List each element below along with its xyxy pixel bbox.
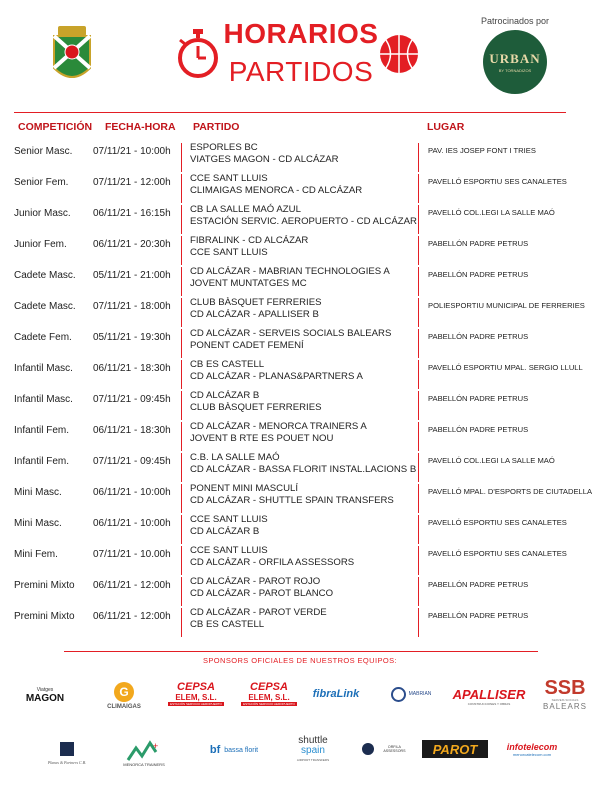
table-row — [0, 607, 600, 638]
partido-cell — [190, 142, 418, 165]
menorca-trainers-text: MENORCA TRAINERS — [123, 761, 165, 767]
table-row — [0, 421, 600, 452]
sponsor-label: Patrocinados por — [480, 16, 550, 26]
partido-line-1: PONENT MINI MASCULÍ — [190, 483, 299, 494]
partido-cell — [190, 173, 418, 196]
lugar-cell: PAV. IES JOSEP FONT I TRIES — [428, 146, 536, 155]
column-divider — [181, 422, 182, 451]
partido-cell — [190, 297, 418, 320]
table-row — [0, 266, 600, 297]
lugar-cell: PABELLÓN PADRE PETRUS — [428, 394, 529, 403]
lugar-cell: PAVELLÓ ESPORTIU SES CANALETES — [428, 177, 567, 186]
lugar-cell: POLIESPORTIU MUNICIPAL DE FERRERIES — [428, 301, 585, 310]
partido-line-2: ESTACIÓN SERVIC. AEROPUERTO - CD ALCÁZAR — [190, 215, 417, 227]
airport-transfers-text: AIRPORT TRANSFERS — [296, 758, 330, 762]
partido-line-1: CLUB BÀSQUET FERRERIES — [190, 297, 322, 308]
column-divider — [418, 484, 419, 513]
climaigas-mark-icon: G — [114, 682, 134, 702]
lugar-cell: PABELLÓN PADRE PETRUS — [428, 332, 529, 341]
infotelecom-logo — [497, 736, 567, 762]
fecha-hora-cell: 07/11/21 - 18:00h — [93, 301, 171, 312]
column-divider — [418, 391, 419, 420]
ssb-sub-text: SERVEIS SOCIALS — [551, 697, 579, 702]
bassa-florit-text: bassa florit — [224, 746, 259, 754]
urban-logo-sub: BY TORNADIZOS — [498, 68, 532, 73]
partido-cell — [190, 514, 418, 537]
fecha-hora-cell: 06/11/21 - 18:30h — [93, 363, 171, 374]
competicion-cell: Cadete Fem. — [14, 332, 72, 343]
table-row — [0, 235, 600, 266]
infotelecom-url-text: menorcatelecom.com — [512, 751, 552, 757]
cepsa-logo-2 — [240, 678, 298, 708]
shuttle-spain-logo — [288, 730, 338, 768]
column-divider — [418, 236, 419, 265]
partido-line-2: CB ES CASTELL — [190, 618, 265, 630]
magon-small-text: Viatges — [36, 686, 54, 693]
column-divider — [181, 391, 182, 420]
partido-line-2: CD ALCÁZAR - SHUTTLE SPAIN TRANSFERS — [190, 494, 394, 506]
column-divider — [181, 608, 182, 637]
menorca-trainers-mark-icon — [126, 740, 162, 762]
menorca-trainers-logo — [120, 735, 168, 771]
competicion-cell: Cadete Masc. — [14, 270, 76, 281]
competicion-cell: Infantil Masc. — [14, 394, 73, 405]
partido-line-2: CD ALCÁZAR - ORFILA ASSESSORS — [190, 556, 355, 568]
column-divider — [418, 298, 419, 327]
partido-cell — [190, 452, 418, 475]
mabrian-text: MABRIAN — [408, 691, 432, 697]
competicion-cell: Infantil Fem. — [14, 425, 70, 436]
header-divider — [14, 112, 566, 113]
ssb-text: SSB — [544, 676, 586, 699]
mabrian-logo — [383, 684, 439, 704]
lugar-cell: PAVELLÓ COL.LEGI LA SALLE MAÓ — [428, 456, 555, 465]
column-divider — [418, 329, 419, 358]
fecha-hora-cell: 07/11/21 - 09:45h — [93, 394, 171, 405]
partido-line-1: CD ALCÁZAR - PAROT VERDE — [190, 607, 327, 618]
partido-line-2: CCE SANT LLUIS — [190, 246, 268, 258]
lugar-cell: PAVELLÓ COL.LEGI LA SALLE MAÓ — [428, 208, 555, 217]
fecha-hora-cell: 07/11/21 - 12:00h — [93, 177, 171, 188]
column-divider — [418, 143, 419, 172]
fecha-hora-cell: 07/11/21 - 10:00h — [93, 146, 171, 157]
column-divider — [418, 546, 419, 575]
urban-sponsor-logo — [483, 30, 547, 94]
table-row — [0, 359, 600, 390]
partido-cell — [190, 607, 418, 630]
fecha-hora-cell: 05/11/21 - 19:30h — [93, 332, 171, 343]
mabrian-ring-icon — [391, 687, 406, 702]
ssb-logo — [540, 674, 590, 714]
partido-line-2: CD ALCÁZAR B — [190, 525, 260, 537]
apalliser-text: APALLISER — [452, 686, 526, 702]
lugar-cell: PAVELLÓ ESPORTIU SES CANALETES — [428, 518, 567, 527]
table-row — [0, 514, 600, 545]
header-competicion: COMPETICIÓN — [18, 121, 93, 133]
partido-line-1: CD ALCÁZAR - MENORCA TRAINERS A — [190, 421, 367, 432]
column-divider — [418, 267, 419, 296]
partido-line-1: CD ALCÁZAR - SERVEIS SOCIALS BALEARS — [190, 328, 392, 339]
partido-line-1: C.B. LA SALLE MAÓ — [190, 452, 280, 463]
title-partidos: PARTIDOS — [228, 56, 374, 87]
header — [0, 0, 600, 110]
competicion-cell: Senior Fem. — [14, 177, 69, 188]
column-divider — [418, 174, 419, 203]
fibralink-logo: fibraLink — [312, 688, 360, 700]
partido-cell — [190, 576, 418, 599]
column-divider — [181, 546, 182, 575]
fecha-hora-cell: 06/11/21 - 12:00h — [93, 580, 171, 591]
bassa-florit-logo — [200, 740, 268, 760]
column-divider — [418, 577, 419, 606]
basketball-icon — [379, 34, 419, 74]
spain-text: spain — [301, 745, 325, 756]
column-divider — [181, 236, 182, 265]
sponsors-title: SPONSORS OFICIALES DE NUESTROS EQUIPOS: — [203, 656, 397, 665]
table-row — [0, 483, 600, 514]
table-row — [0, 545, 600, 576]
partido-line-2: JOVENT MUNTATGES MC — [190, 277, 307, 289]
sponsors-divider — [64, 651, 538, 652]
schedule-table — [0, 142, 600, 638]
magon-text: MAGON — [25, 692, 65, 704]
cepsa-text: CEPSA — [177, 680, 215, 693]
partido-line-2: CLUB BÀSQUET FERRERIES — [190, 401, 322, 413]
column-divider — [181, 143, 182, 172]
column-divider — [181, 267, 182, 296]
column-divider — [181, 174, 182, 203]
competicion-cell: Premini Mixto — [14, 580, 75, 591]
competicion-cell: Infantil Fem. — [14, 456, 70, 467]
column-divider — [418, 360, 419, 389]
planas-text: Planas & Partners C.B. — [47, 759, 87, 765]
partido-line-2: CD ALCÁZAR - PAROT BLANCO — [190, 587, 334, 599]
partido-line-1: CD ALCÁZAR - PAROT ROJO — [190, 576, 321, 587]
partido-line-2: CD ALCÁZAR - APALLISER B — [190, 308, 319, 320]
header-lugar: LUGAR — [427, 121, 465, 133]
table-header — [0, 121, 600, 135]
competicion-cell: Premini Mixto — [14, 611, 75, 622]
column-divider — [418, 453, 419, 482]
lugar-cell: PABELLÓN PADRE PETRUS — [428, 425, 529, 434]
apalliser-logo — [452, 683, 526, 709]
lugar-cell: PABELLÓN PADRE PETRUS — [428, 580, 529, 589]
orfila-text: ORFILA ASSESSORS — [383, 745, 406, 753]
column-divider — [181, 329, 182, 358]
table-row — [0, 142, 600, 173]
partido-cell — [190, 545, 418, 568]
column-divider — [418, 515, 419, 544]
urban-logo-text: URBAN — [489, 51, 541, 66]
competicion-cell: Mini Masc. — [14, 487, 62, 498]
table-row — [0, 576, 600, 607]
partido-line-2: VIATGES MAGON - CD ALCÁZAR — [190, 153, 339, 165]
partido-line-1: CD ALCÁZAR B — [190, 390, 260, 401]
column-divider — [181, 515, 182, 544]
table-row — [0, 173, 600, 204]
fecha-hora-cell: 06/11/21 - 20:30h — [93, 239, 171, 250]
climaigas-logo — [93, 676, 155, 716]
partido-cell — [190, 235, 418, 258]
column-divider — [181, 360, 182, 389]
header-fecha-hora: FECHA-HORA — [105, 121, 176, 133]
partido-cell — [190, 421, 418, 444]
column-divider — [181, 205, 182, 234]
cepsa-logo-1 — [167, 678, 225, 708]
competicion-cell: Junior Fem. — [14, 239, 67, 250]
partido-line-1: ESPORLES BC — [190, 142, 258, 153]
orfila-logo — [362, 738, 412, 760]
table-row — [0, 297, 600, 328]
competicion-cell: Mini Fem. — [14, 549, 58, 560]
partido-line-2: CLIMAIGAS MENORCA - CD ALCÁZAR — [190, 184, 363, 196]
column-divider — [181, 484, 182, 513]
partido-line-2: CD ALCÁZAR - PLANAS&PARTNERS A — [190, 370, 363, 382]
title-horarios: HORARIOS — [223, 18, 379, 49]
fecha-hora-cell: 07/11/21 - 10.00h — [93, 549, 171, 560]
partido-cell — [190, 328, 418, 351]
lugar-cell: PAVELLÓ ESPORTIU MPAL. SERGIO LLULL — [428, 363, 583, 372]
lugar-cell: PABELLÓN PADRE PETRUS — [428, 611, 529, 620]
partido-cell — [190, 266, 418, 289]
competicion-cell: Cadete Masc. — [14, 301, 76, 312]
viatges-magon-logo — [12, 682, 78, 708]
competicion-cell: Junior Masc. — [14, 208, 71, 219]
column-divider — [181, 298, 182, 327]
table-row — [0, 204, 600, 235]
partido-cell — [190, 390, 418, 413]
partido-line-1: CCE SANT LLUIS — [190, 173, 268, 184]
column-divider — [418, 422, 419, 451]
cepsa-text: CEPSA — [250, 680, 288, 693]
partido-line-1: CD ALCÁZAR - MABRIAN TECHNOLOGIES A — [190, 266, 390, 277]
column-divider — [181, 453, 182, 482]
partido-line-1: FIBRALINK - CD ALCÁZAR — [190, 235, 309, 246]
partido-line-2: JOVENT B RTE ES POUET NOU — [190, 432, 334, 444]
orfila-mark-icon — [362, 743, 374, 755]
shuttle-text: shuttle — [298, 735, 328, 746]
table-row — [0, 452, 600, 483]
club-crest-icon — [50, 24, 94, 88]
column-divider — [418, 608, 419, 637]
cepsa-sub-text: ELEM, S.L. — [248, 692, 290, 702]
table-row — [0, 390, 600, 421]
column-divider — [418, 205, 419, 234]
stopwatch-icon — [175, 28, 221, 80]
competicion-cell: Mini Masc. — [14, 518, 62, 529]
partido-cell — [190, 359, 418, 382]
fecha-hora-cell: 06/11/21 - 16:15h — [93, 208, 171, 219]
partido-line-1: CCE SANT LLUIS — [190, 514, 268, 525]
climaigas-text: CLIMAIGAS — [107, 704, 141, 710]
partido-line-2: CD ALCÁZAR - BASSA FLORIT INSTAL.LACIONS B — [190, 463, 417, 475]
lugar-cell: PAVELLÓ ESPORTIU SES CANALETES — [428, 549, 567, 558]
lugar-cell: PABELLÓN PADRE PETRUS — [428, 239, 529, 248]
ssb-place-text: BALEARS — [543, 701, 587, 711]
svg-text:+: + — [153, 740, 159, 751]
cepsa-sub-text: ELEM, S.L. — [175, 692, 217, 702]
partido-line-1: CB ES CASTELL — [190, 359, 265, 370]
parot-logo: PAROT — [422, 740, 488, 758]
partido-cell — [190, 483, 418, 506]
partido-line-1: CB LA SALLE MAÓ AZUL — [190, 204, 301, 215]
fecha-hora-cell: 06/11/21 - 12:00h — [93, 611, 171, 622]
header-partido: PARTIDO — [193, 121, 240, 133]
fecha-hora-cell: 06/11/21 - 10:00h — [93, 487, 171, 498]
partido-cell — [190, 204, 418, 227]
lugar-cell: PABELLÓN PADRE PETRUS — [428, 270, 529, 279]
partido-line-2: PONENT CADET FEMENÍ — [190, 339, 304, 351]
column-divider — [181, 577, 182, 606]
fecha-hora-cell: 06/11/21 - 18:30h — [93, 425, 171, 436]
cepsa-tag-text: ESTACIÓN SERVICIO AEROPUERTO — [243, 701, 295, 706]
competicion-cell: Infantil Masc. — [14, 363, 73, 374]
fecha-hora-cell: 07/11/21 - 09:45h — [93, 456, 171, 467]
bassa-florit-mark: bf — [209, 744, 221, 756]
infotelecom-text: infotelecom — [506, 741, 558, 752]
cepsa-tag-text: ESTACIÓN SERVICIO AEROPUERTO — [170, 701, 222, 706]
fecha-hora-cell: 06/11/21 - 10:00h — [93, 518, 171, 529]
partido-line-1: CCE SANT LLUIS — [190, 545, 268, 556]
table-row — [0, 328, 600, 359]
fecha-hora-cell: 05/11/21 - 21:00h — [93, 270, 171, 281]
apalliser-sub-text: CONSTRUCCIONES Y OBRAS — [467, 701, 511, 706]
planas-mark-icon — [60, 742, 74, 756]
lugar-cell: PAVELLÓ MPAL. D'ESPORTS DE CIUTADELLA — [428, 487, 593, 496]
planas-partners-logo — [38, 733, 96, 773]
competicion-cell: Senior Masc. — [14, 146, 73, 157]
